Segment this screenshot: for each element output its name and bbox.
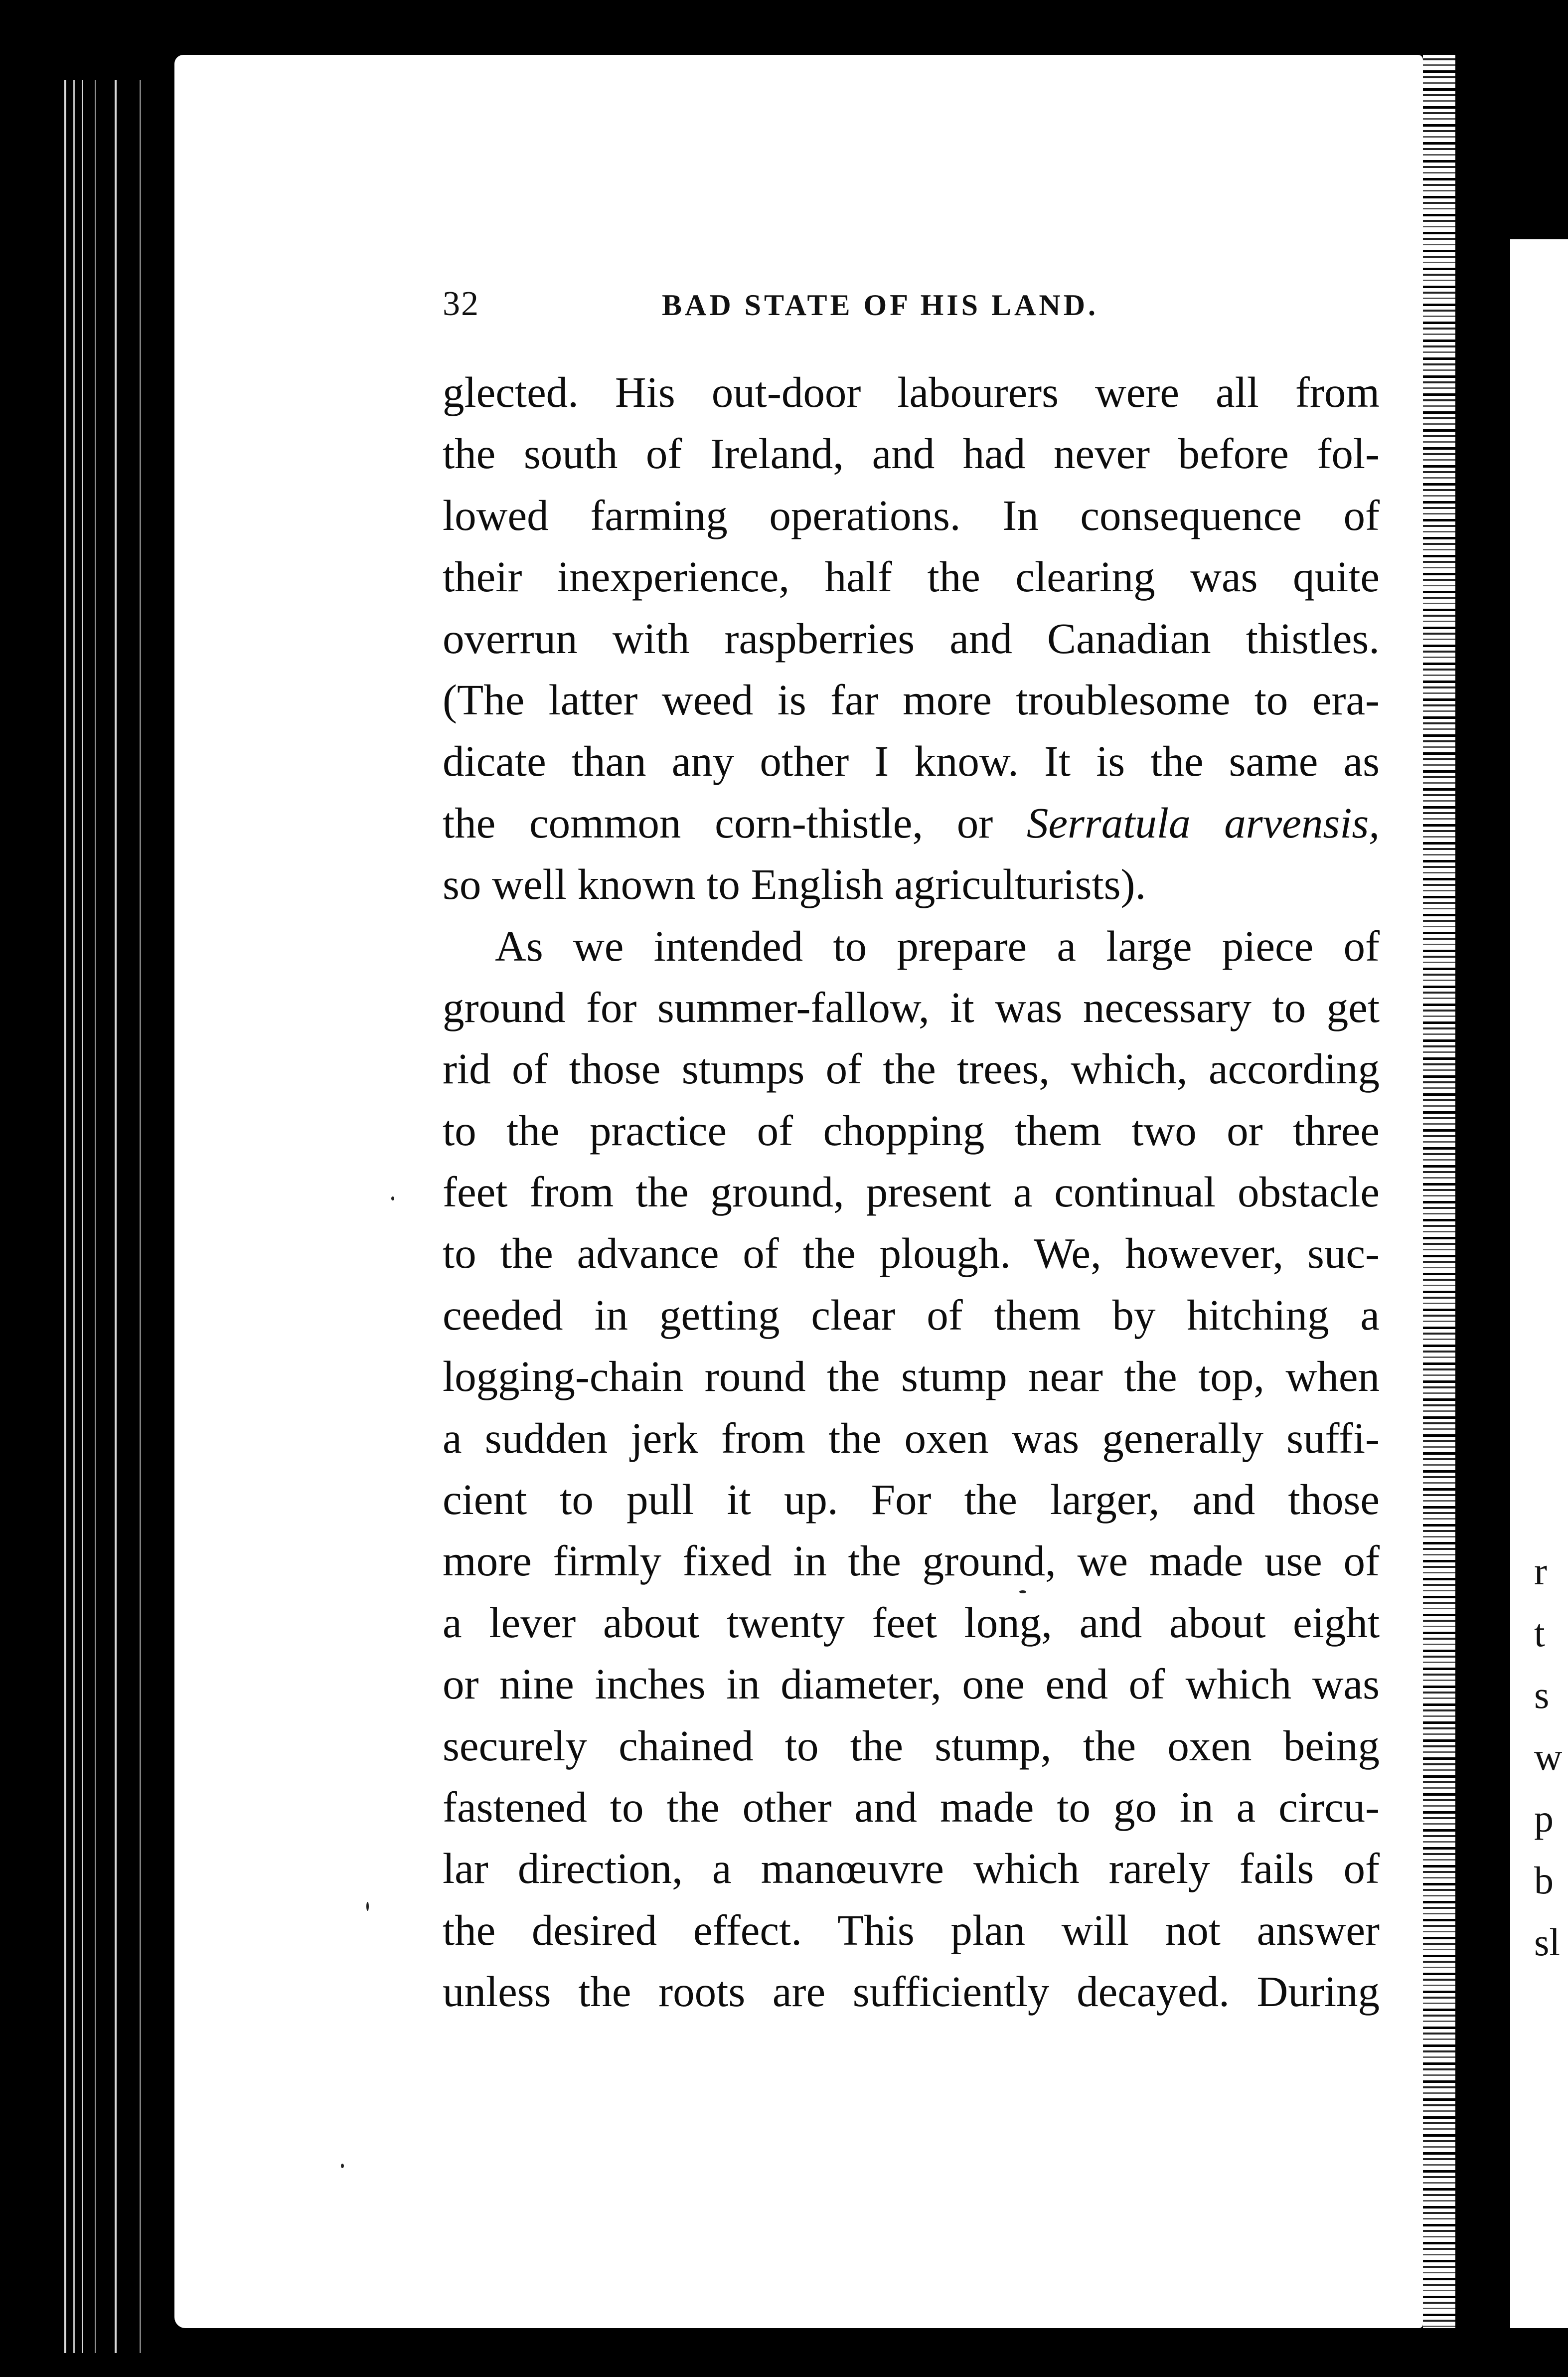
text-line: glected. His out-door labourers were all from	[443, 368, 1380, 416]
text-line: cient to pull it up. For the larger, and those	[443, 1475, 1380, 1524]
paragraph-first-line: As we intended to prepare a large piece of	[495, 921, 1380, 970]
dust-speck	[366, 1902, 369, 1911]
text-line: or nine inches in diameter, one end of which was	[443, 1660, 1380, 1708]
text-line: securely chained to the stump, the oxen being	[443, 1721, 1380, 1770]
page-number: 32	[443, 285, 479, 323]
facing-page-sliver	[1510, 239, 1568, 2328]
dust-speck	[391, 1196, 394, 1200]
text-line: to the advance of the plough. We, however, suc-	[443, 1229, 1380, 1278]
text-line: to the practice of chopping them two or three	[443, 1106, 1380, 1155]
text-line: logging-chain round the stump near the top, when	[443, 1352, 1380, 1401]
text-line: dicate than any other I know. It is the same as	[443, 737, 1380, 786]
text-line: lowed farming operations. In consequence of	[443, 491, 1380, 539]
text-line: their inexperience, half the clearing was quite	[443, 552, 1380, 601]
body-text	[443, 361, 1380, 2023]
facing-page-letters	[1534, 1540, 1568, 1973]
text-line-with-italic	[443, 792, 1380, 853]
text-line: the desired effect. This plan will not answer	[443, 1905, 1380, 1954]
facing-letter: b	[1534, 1859, 1554, 1902]
text-line: fastened to the other and made to go in a circu-	[443, 1782, 1380, 1831]
text-line: feet from the ground, present a continual obstacle	[443, 1168, 1380, 1216]
facing-letter: w	[1534, 1735, 1563, 1778]
italic-species-name: Serratula arvensis,	[1026, 798, 1380, 847]
facing-letter: t	[1534, 1611, 1545, 1655]
facing-letter: r	[1534, 1549, 1547, 1593]
text-line: the south of Ireland, and had never before fol-	[443, 429, 1380, 478]
book-spine-gutter	[60, 80, 179, 2353]
text-line: a lever about twenty feet long, and about eight	[443, 1598, 1380, 1647]
dust-speck	[341, 2164, 344, 2168]
text-line: unless the roots are sufficiently decayed. During	[443, 1967, 1380, 2016]
text-line: (The latter weed is far more troublesome to era-	[443, 675, 1380, 724]
text-line: a sudden jerk from the oxen was generally suffi-	[443, 1413, 1380, 1462]
text-line: so well known to English agriculturists).	[443, 860, 1146, 909]
facing-letter: p	[1534, 1797, 1554, 1840]
page-right-edge	[1423, 55, 1455, 2328]
text-segment: the common corn-thistle, or	[443, 798, 993, 847]
text-line: lar direction, a manœuvre which rarely fails of	[443, 1844, 1380, 1893]
text-line: ceeded in getting clear of them by hitching a	[443, 1290, 1380, 1339]
facing-letter: sl	[1534, 1920, 1561, 1964]
facing-letter: s	[1534, 1673, 1550, 1716]
dust-speck	[1019, 1590, 1026, 1593]
text-line: overrun with raspberries and Canadian thistles.	[443, 614, 1380, 663]
text-line: ground for summer-fallow, it was necessary to get	[443, 983, 1380, 1031]
text-line: rid of those stumps of the trees, which, according	[443, 1044, 1380, 1093]
text-line: more firmly fixed in the ground, we made use of	[443, 1536, 1380, 1585]
running-title: BAD STATE OF HIS LAND.	[662, 289, 1099, 322]
running-head	[443, 284, 1150, 339]
